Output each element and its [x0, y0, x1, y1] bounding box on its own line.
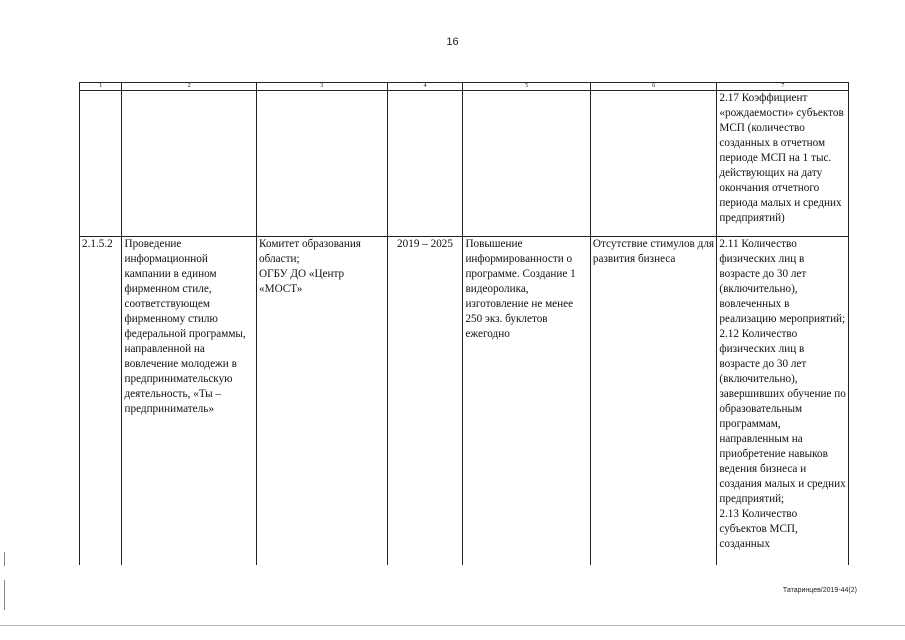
column-number-3: 3 — [257, 83, 388, 91]
table-row — [80, 237, 849, 566]
cell-term: 2019 – 2025 — [387, 237, 463, 566]
cell-indicators: 2.17 Коэффициент «рождаемости» субъектов МСП (количество созданных в отчетном периоде МСП на 1 тыс. действующих на дату окончания отчетного периода малых и средних предприятий) — [717, 91, 849, 237]
cell-name — [122, 91, 257, 237]
column-number-6: 6 — [590, 83, 716, 91]
cell-executor — [257, 91, 388, 237]
column-number-row — [80, 83, 849, 91]
page-number: 16 — [446, 36, 459, 48]
cell-problem: Отсутствие стимулов для развития бизнеса — [590, 237, 716, 566]
cell-problem — [590, 91, 716, 237]
program-table — [79, 82, 849, 565]
cell-name: Проведение информационной кампании в едином фирменном стиле, соответствующем фирменному стилю федеральной программы, направленной на вовлечение молодежи в предпринимательскую деятельность, «Ты – предприниматель» — [122, 237, 257, 566]
cell-indicators: 2.11 Количество физических лиц в возрасте до 30 лет (включительно), вовлеченных в реализацию мероприятий; 2.12 Количество физических лиц в возрасте до 30 лет (включительно), завершивших обучение по образовательным программам, направленным на приобретение навыков ведения бизнеса и создания малых и средних предприятий; 2.13 Количество субъектов МСП, созданных — [717, 237, 849, 566]
cell-executor: Комитет образования области; ОГБУ ДО «Центр «МОСТ» — [257, 237, 388, 566]
column-number-2: 2 — [122, 83, 257, 91]
cell-result: Повышение информированности о программе. Создание 1 видеоролика, изготовление не менее 250 экз. буклетов ежегодно — [463, 237, 590, 566]
column-number-4: 4 — [387, 83, 463, 91]
cell-term — [387, 91, 463, 237]
column-number-7: 7 — [717, 83, 849, 91]
page-bottom-rule — [0, 625, 905, 626]
cell-result — [463, 91, 590, 237]
scan-mark — [4, 580, 5, 610]
scan-mark — [4, 552, 5, 566]
table-row — [80, 91, 849, 237]
column-number-5: 5 — [463, 83, 590, 91]
column-number-1: 1 — [80, 83, 122, 91]
cell-code: 2.1.5.2 — [80, 237, 122, 566]
cell-code — [80, 91, 122, 237]
document-code: Татаринцев/2019-44(2) — [782, 587, 857, 594]
